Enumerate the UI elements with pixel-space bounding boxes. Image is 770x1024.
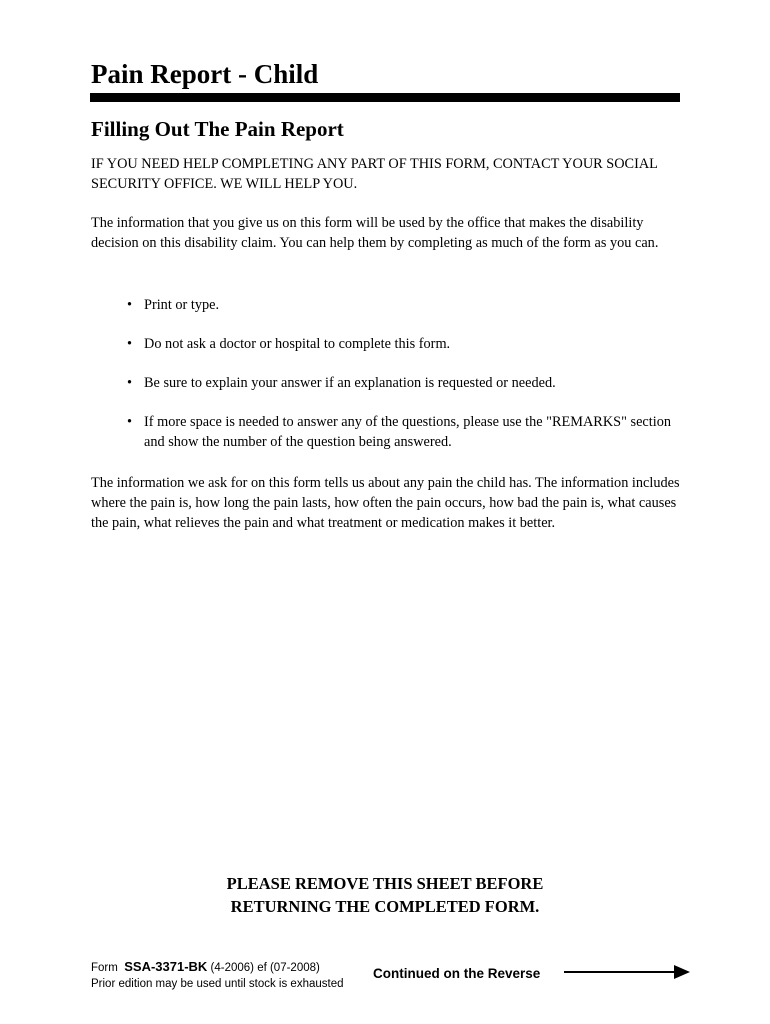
removal-notice bbox=[0, 872, 770, 918]
instruction-item bbox=[127, 373, 687, 393]
info-paragraph: The information that you give us on this form will be used by the office that makes the disability decision on this disability claim. You can help them by completing as much of the form as you can. bbox=[91, 215, 659, 251]
bullet-icon: • bbox=[127, 297, 133, 313]
section-heading: Filling Out The Pain Report bbox=[91, 117, 344, 141]
prior-edition-note: Prior edition may be used until stock is exhausted bbox=[91, 978, 344, 990]
removal-notice-line: PLEASE REMOVE THIS SHEET BEFORE bbox=[226, 874, 544, 893]
form-number: SSA-3371-BK bbox=[124, 959, 208, 974]
form-dates: (4-2006) ef (07-2008) bbox=[210, 962, 320, 974]
title-divider bbox=[90, 93, 680, 102]
instruction-text: Do not ask a doctor or hospital to complete this form. bbox=[144, 336, 451, 352]
instruction-item bbox=[127, 295, 687, 315]
instruction-item bbox=[127, 334, 687, 354]
form-label: Form bbox=[91, 962, 118, 974]
instructions-list bbox=[127, 295, 687, 471]
continued-label: Continued on the Reverse bbox=[373, 966, 541, 981]
instruction-text: If more space is needed to answer any of the questions, please use the "REMARKS" section and show the number of the question being answered. bbox=[144, 414, 672, 450]
bullet-icon: • bbox=[127, 336, 133, 352]
page-title: Pain Report - Child bbox=[91, 59, 319, 89]
form-identifier bbox=[91, 959, 344, 992]
help-notice: IF YOU NEED HELP COMPLETING ANY PART OF THIS FORM, CONTACT YOUR SOCIAL SECURITY OFFICE. WE WILL HELP YOU. bbox=[91, 156, 658, 192]
bullet-icon: • bbox=[127, 414, 133, 430]
bullet-icon: • bbox=[127, 375, 133, 391]
instruction-text: Be sure to explain your answer if an explanation is requested or needed. bbox=[144, 375, 556, 391]
right-arrow-icon bbox=[564, 962, 694, 982]
instruction-item bbox=[127, 412, 687, 452]
details-paragraph: The information we ask for on this form tells us about any pain the child has. The information includes where the pain is, how long the pain lasts, how often the pain occurs, how bad the pain is, what causes the pain, what relieves the pain and what treatment or medication makes it better. bbox=[91, 475, 680, 531]
removal-notice-line: RETURNING THE COMPLETED FORM. bbox=[230, 897, 540, 916]
instruction-text: Print or type. bbox=[144, 297, 220, 313]
